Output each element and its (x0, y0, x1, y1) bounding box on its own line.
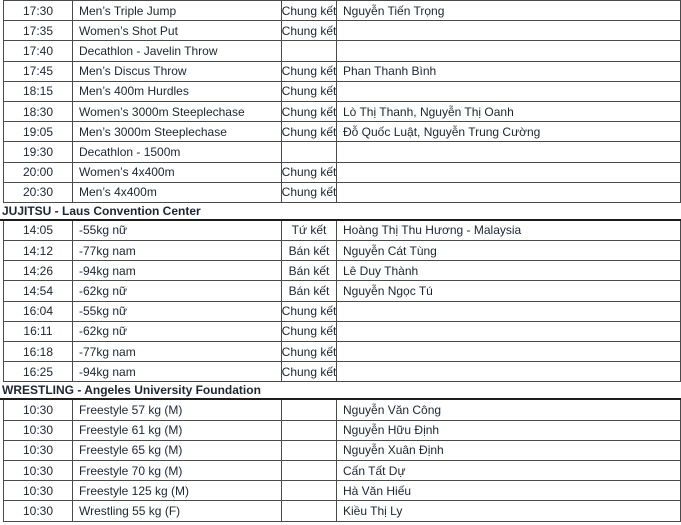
time-cell: 10:30 (22, 483, 54, 498)
athletes-cell (337, 41, 680, 60)
event-cell: Freestyle 57 kg (M) (72, 400, 282, 419)
table-row (3, 163, 681, 183)
time-cell: 16:25 (22, 364, 54, 379)
event-cell: -94kg nam (72, 362, 282, 381)
stage-cell: Bán kết (282, 241, 337, 260)
event-cell: Freestyle 61 kg (M) (72, 421, 282, 440)
time-cell: 19:30 (22, 144, 54, 159)
athletes-cell: Hà Văn Hiếu (343, 483, 412, 498)
table-row (3, 122, 681, 142)
stage-cell: Chung kết (282, 82, 337, 101)
event-cell: Men’s 3000m Steeplechase (72, 122, 282, 141)
stage-cell: Chung kết (282, 1, 337, 20)
stage-cell: Bán kết (282, 261, 337, 280)
stage-cell: Bán kết (282, 281, 337, 300)
event-cell: Women’s 3000m Steeplechase (72, 102, 282, 121)
athletes-cell: Phan Thanh Bình (343, 64, 437, 79)
section-header-label: JUJITSU - Laus Convention Center (2, 203, 201, 218)
section-header-label: WRESTLING - Angeles University Foundation (2, 383, 261, 398)
table-row (3, 102, 681, 122)
table-row (3, 241, 681, 261)
athletes-cell: Nguyễn Ngọc Tú (343, 284, 433, 299)
athletes-cell: Nguyễn Hữu Định (343, 423, 440, 438)
stage-cell: Chung kết (282, 183, 337, 202)
event-cell: -62kg nữ (72, 322, 282, 341)
section-header-row (0, 382, 681, 400)
table-row (3, 62, 681, 82)
time-cell: 20:00 (22, 165, 54, 180)
event-cell: Decathlon - 1500m (72, 142, 282, 161)
athletes-cell: Đỗ Quốc Luật, Nguyễn Trung Cường (343, 124, 541, 139)
table-row (3, 142, 681, 162)
table-row (3, 421, 681, 441)
athletes-cell (337, 82, 680, 101)
event-cell: Men’s 400m Hurdles (72, 82, 282, 101)
stage-cell: Tứ kết (282, 221, 337, 240)
time-cell: 16:11 (23, 324, 53, 339)
table-row (3, 322, 681, 342)
event-cell: -77kg nam (72, 342, 282, 361)
event-cell: Women’s Shot Put (72, 21, 282, 40)
time-cell: 10:30 (22, 443, 54, 458)
section-header-row (0, 203, 681, 221)
time-cell: 10:30 (22, 463, 54, 478)
table-row (3, 281, 681, 301)
event-cell: Women’s 4x400m (72, 163, 282, 182)
athletes-cell (337, 302, 680, 321)
table-row (3, 481, 681, 501)
event-cell: Men’s 4x400m (72, 183, 282, 202)
stage-cell: Chung kết (282, 302, 337, 321)
table-row (3, 41, 681, 61)
time-cell: 17:45 (22, 64, 54, 79)
event-cell: -55kg nữ (72, 221, 282, 240)
stage-cell (282, 441, 337, 460)
stage-cell: Chung kết (282, 322, 337, 341)
table-row (3, 461, 681, 481)
stage-cell (282, 142, 337, 161)
event-cell: -62kg nữ (72, 281, 282, 300)
time-cell: 16:04 (22, 304, 54, 319)
event-cell: Men’s Discus Throw (72, 62, 282, 81)
event-cell: -55kg nữ (72, 302, 282, 321)
stage-cell: Chung kết (282, 362, 337, 381)
time-cell: 20:30 (22, 185, 54, 200)
athletes-cell: Cấn Tất Dự (343, 463, 406, 478)
event-cell: -94kg nam (72, 261, 282, 280)
athletes-cell (337, 362, 680, 381)
athletes-cell: Lê Duy Thành (343, 263, 419, 278)
athletes-cell: Nguyễn Tiến Trọng (343, 3, 445, 18)
athletes-cell: Nguyễn Cát Tùng (343, 243, 437, 258)
table-row (3, 342, 681, 362)
event-cell: Freestyle 65 kg (M) (72, 441, 282, 460)
stage-cell (282, 421, 337, 440)
stage-cell: Chung kết (282, 163, 337, 182)
table-row (3, 221, 681, 241)
table-row (3, 302, 681, 322)
athletes-cell (337, 142, 680, 161)
time-cell: 10:30 (22, 503, 54, 518)
stage-cell: Chung kết (282, 102, 337, 121)
stage-cell: Chung kết (282, 21, 337, 40)
athletes-cell: Nguyễn Xuân Định (343, 443, 444, 458)
stage-cell (282, 481, 337, 500)
table-row (3, 501, 681, 521)
table-row (3, 183, 681, 203)
athletes-cell (337, 163, 680, 182)
event-cell: Freestyle 70 kg (M) (72, 461, 282, 480)
event-cell: Wrestling 55 kg (F) (72, 501, 282, 520)
event-cell: Men’s Triple Jump (72, 1, 282, 20)
table-row (3, 261, 681, 281)
time-cell: 17:30 (22, 3, 54, 18)
stage-cell (282, 461, 337, 480)
athletes-cell (337, 21, 680, 40)
stage-cell (282, 501, 337, 520)
athletes-cell (337, 322, 680, 341)
time-cell: 16:18 (22, 344, 54, 359)
time-cell: 14:12 (22, 243, 54, 258)
athletes-cell: Nguyễn Văn Công (343, 402, 442, 417)
table-row (3, 21, 681, 41)
time-cell: 17:40 (22, 43, 54, 58)
stage-cell (282, 41, 337, 60)
athletes-cell (337, 183, 680, 202)
time-cell: 17:35 (22, 23, 54, 38)
table-row (3, 400, 681, 420)
stage-cell: Chung kết (282, 62, 337, 81)
table-row (3, 441, 681, 461)
time-cell: 14:54 (22, 284, 54, 299)
athletes-cell (337, 342, 680, 361)
table-row (3, 362, 681, 382)
time-cell: 10:30 (22, 402, 54, 417)
athletes-cell: Lò Thị Thanh, Nguyễn Thị Oanh (343, 104, 514, 119)
table-row (3, 0, 681, 21)
stage-cell (282, 400, 337, 419)
time-cell: 18:30 (22, 104, 54, 119)
stage-cell: Chung kết (282, 342, 337, 361)
time-cell: 18:15 (22, 84, 54, 99)
event-cell: Freestyle 125 kg (M) (72, 481, 282, 500)
athletes-cell: Kiều Thị Ly (343, 503, 403, 518)
time-cell: 14:26 (22, 263, 54, 278)
stage-cell: Chung kết (282, 122, 337, 141)
time-cell: 14:05 (22, 223, 54, 238)
time-cell: 10:30 (22, 423, 54, 438)
time-cell: 19:05 (22, 124, 54, 139)
event-cell: Decathlon - Javelin Throw (72, 41, 282, 60)
athletes-cell: Hoàng Thị Thu Hương - Malaysia (343, 223, 522, 238)
table-row (3, 82, 681, 102)
event-cell: -77kg nam (72, 241, 282, 260)
